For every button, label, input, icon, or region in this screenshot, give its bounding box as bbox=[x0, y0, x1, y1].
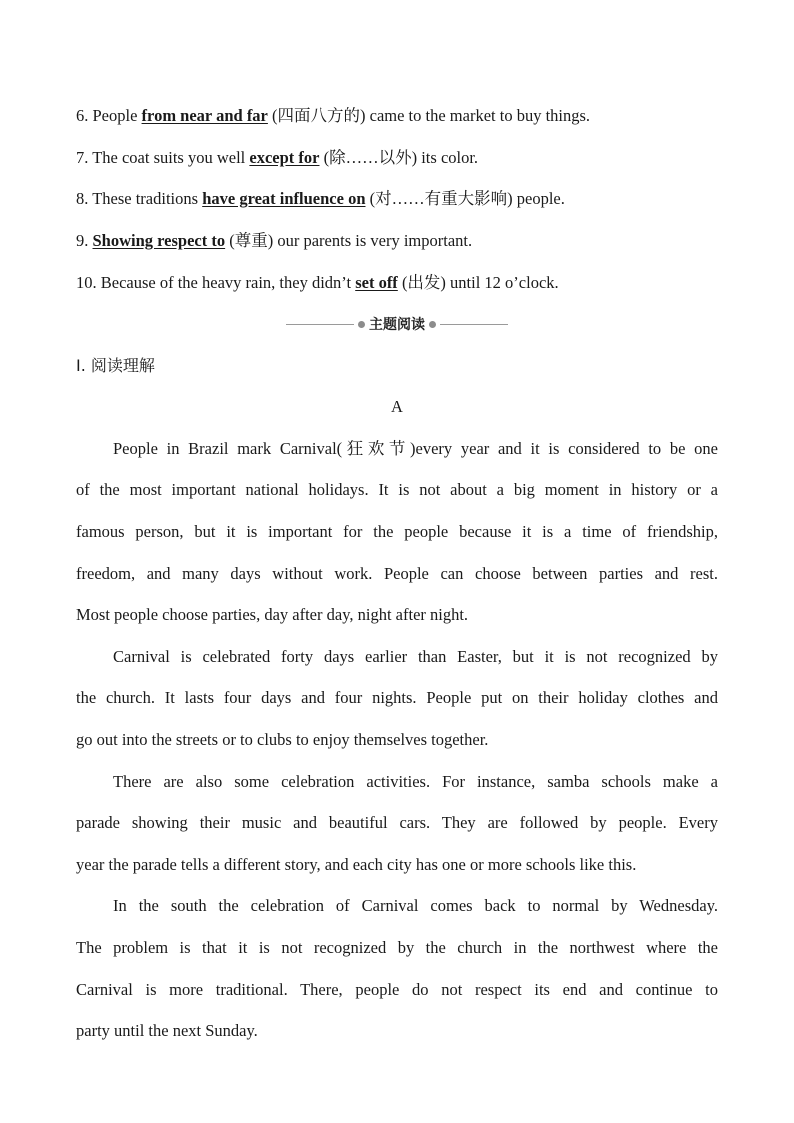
phrase-item-8 bbox=[76, 189, 718, 209]
phrase-answer: Showing respect to bbox=[92, 231, 226, 250]
phrase-text: (尊重) our parents is very important. bbox=[225, 231, 473, 250]
passage-line: The problem is that it is not recognized by the church in the northwest where the bbox=[76, 938, 718, 957]
phrase-answer: set off bbox=[355, 273, 398, 292]
passage-line: famous person, but it is important for the people because it is a time of friendship, bbox=[76, 522, 718, 541]
passage-line: freedom, and many days without work. People can choose between parties and rest. bbox=[76, 564, 718, 583]
phrase-answer: have great influence on bbox=[202, 189, 366, 208]
phrase-text: 8. These traditions bbox=[76, 189, 203, 208]
passage-label: A bbox=[391, 397, 403, 416]
passage-line: People in Brazil mark Carnival(狂欢节)every year and it is considered to be one bbox=[113, 439, 718, 458]
passage-line: parade showing their music and beautiful cars. They are followed by people. Every bbox=[76, 813, 718, 832]
phrase-text: (对……有重大影响) people. bbox=[365, 189, 565, 208]
phrase-text: 6. People bbox=[76, 106, 142, 125]
passage-line: of the most important national holidays. It is not about a big moment in history or a bbox=[76, 480, 718, 499]
passage-line: the church. It lasts four days and four nights. People put on their holiday clothes and bbox=[76, 688, 718, 707]
divider-rule-left bbox=[286, 324, 354, 325]
phrase-item-7 bbox=[76, 148, 718, 168]
phrase-answer: from near and far bbox=[141, 106, 268, 125]
phrase-text: (除……以外) its color. bbox=[319, 148, 479, 167]
passage-line: party until the next Sunday. bbox=[76, 1021, 258, 1040]
phrase-answer: except for bbox=[249, 148, 320, 167]
phrase-text: (出发) until 12 o’clock. bbox=[397, 273, 559, 292]
passage-line: go out into the streets or to clubs to enjoy themselves together. bbox=[76, 730, 489, 749]
phrase-text: (四面八方的) came to the market to buy things. bbox=[267, 106, 591, 125]
phrase-item-10 bbox=[76, 273, 718, 293]
phrase-item-9 bbox=[76, 231, 718, 251]
phrase-text: 7. The coat suits you well bbox=[76, 148, 250, 167]
phrase-text: 9. bbox=[76, 231, 93, 250]
bullet-dot-icon bbox=[358, 321, 365, 328]
divider-title: 主题阅读 bbox=[369, 317, 425, 333]
passage-line: Most people choose parties, day after day, night after night. bbox=[76, 605, 469, 624]
section-divider bbox=[286, 314, 508, 334]
phrase-item-6 bbox=[76, 106, 718, 126]
passage-line: Carnival is celebrated forty days earlier than Easter, but it is not recognized by bbox=[113, 647, 718, 666]
passage-line: year the parade tells a different story, and each city has one or more schools like this. bbox=[76, 855, 637, 874]
passage-line: There are also some celebration activities. For instance, samba schools make a bbox=[113, 772, 718, 791]
divider-rule-right bbox=[440, 324, 508, 325]
passage-line: Carnival is more traditional. There, people do not respect its end and continue to bbox=[76, 980, 718, 999]
bullet-dot-icon bbox=[429, 321, 436, 328]
phrase-text: 10. Because of the heavy rain, they didn’t bbox=[76, 273, 356, 292]
passage-line: In the south the celebration of Carnival comes back to normal by Wednesday. bbox=[113, 896, 718, 915]
section-heading: Ⅰ. 阅读理解 bbox=[76, 356, 155, 375]
